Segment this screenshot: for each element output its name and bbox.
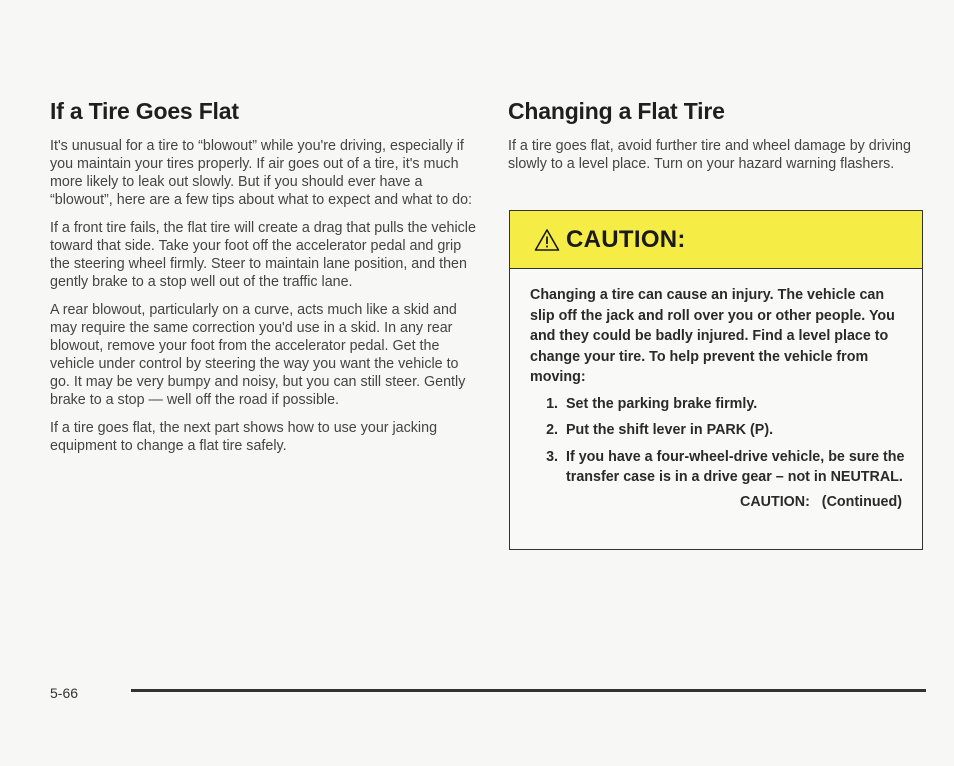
warning-triangle-icon [534,228,560,252]
caution-body [510,269,922,510]
list-item [530,447,906,488]
caution-title: CAUTION: [566,225,686,253]
caution-header [510,211,922,269]
intro-paragraph: If a tire goes flat, avoid further tire and wheel damage by driving slowly to a level place. Turn on your hazard warning flashers. [508,138,911,172]
step-number: 3. [546,448,558,465]
step-text: Set the parking brake firmly. [566,395,758,412]
caution-warning-text: Changing a tire can cause an injury. The vehicle can slip off the jack and roll over you or other people. You and they could be badly injured. Find a level place to change your tire. To help prevent the vehicle from moving: [530,287,895,385]
paragraph: If a tire goes flat, the next part shows how to use your jacking equipment to change a flat tire safely. [50,420,438,454]
caution-continued-label: CAUTION: (Continued) [740,493,902,510]
caution-steps-list [530,394,906,488]
left-column [50,98,480,465]
footer-divider [131,689,926,692]
list-item [530,394,906,415]
right-column [508,98,928,183]
paragraph: It's unusual for a tire to “blowout” while you're driving, especially if you maintain your tires properly. If air goes out of a tire, it's much more likely to leak out slowly. But if you should ever have a “blowout”, here are a few tips about what to expect and what to do: [50,138,473,208]
paragraph: If a front tire fails, the flat tire will create a drag that pulls the vehicle toward that side. Take your foot off the accelerator pedal and grip the steering wheel firmly. Steer to maintain lane position, and then gently brake to a stop well out of the traffic lane. [50,220,476,290]
section-heading-changing-flat-tire: Changing a Flat Tire [508,98,725,124]
caution-box [509,210,923,550]
step-text: If you have a four-wheel-drive vehicle, be sure the transfer case is in a drive gear – not in NEUTRAL. [566,448,905,485]
list-item [530,420,906,441]
step-text: Put the shift lever in PARK (P). [566,422,774,438]
page-number: 5-66 [50,685,79,701]
paragraph: A rear blowout, particularly on a curve, acts much like a skid and may require the same correction you'd use in a skid. In any rear blowout, remove your foot from the accelerator pedal. Get the vehicle under control by steering the way you want the vehicle to go. It may be very bumpy and noisy, but you can still steer. Gently brake to a stop — well off the road if possible. [50,302,466,408]
section-heading-tire-goes-flat: If a Tire Goes Flat [50,98,239,124]
step-number: 1. [546,395,558,412]
step-number: 2. [546,422,558,438]
